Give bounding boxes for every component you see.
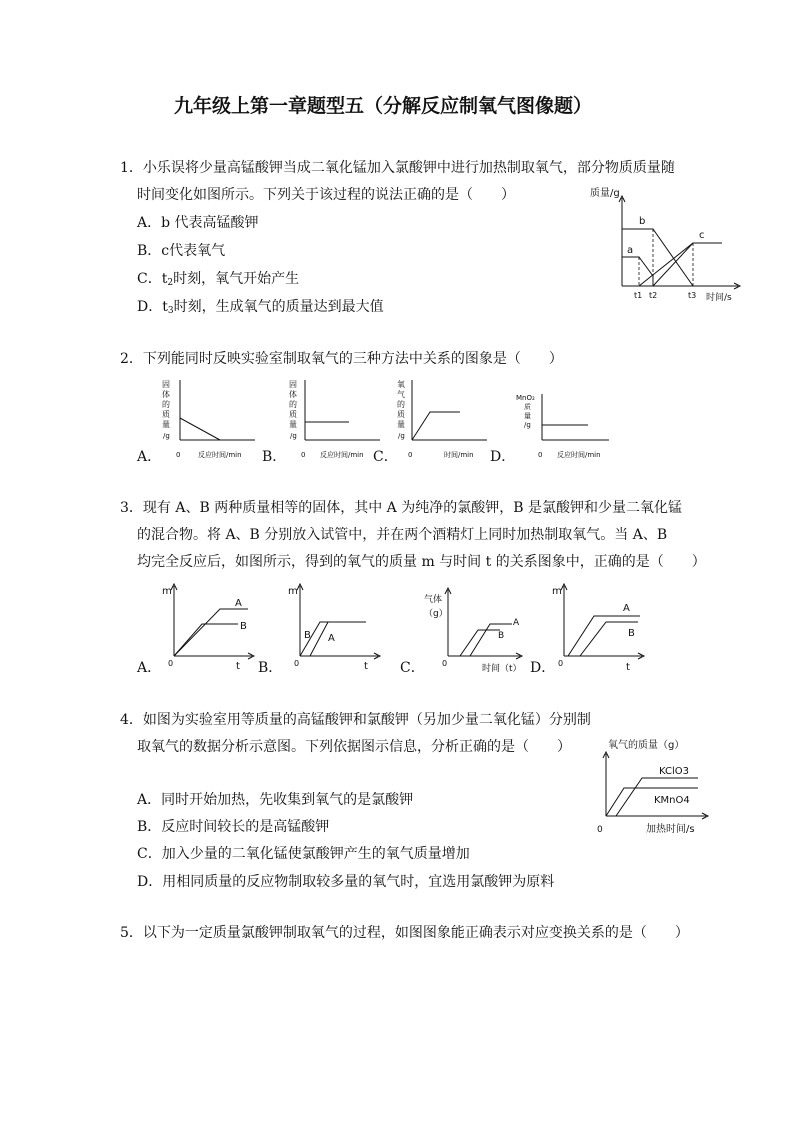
q3d-ylabel: m: [552, 586, 562, 597]
q2a-yl-5: /g: [163, 432, 170, 440]
q4-ylabel: 氧气的质量（g）: [608, 740, 685, 751]
q2b-yl-3: 质: [289, 410, 297, 419]
q3a-label-2: B: [240, 621, 247, 632]
q2c-yl-0: 氧: [397, 380, 405, 389]
q4-option-d: D．用相同质量的反应物制取较多量的氧气时，宜选用氯酸钾为原料: [137, 874, 555, 890]
q3b-label-2: A: [328, 633, 335, 644]
q2a-xlabel: 反应时间/min: [198, 451, 242, 459]
q2d-origin: 0: [538, 451, 543, 459]
q3d-label-2: B: [628, 628, 635, 639]
q2b-yl-5: /g: [290, 432, 297, 440]
q3b-xlabel: t: [364, 661, 368, 672]
q2a-yl-4: 量: [162, 420, 170, 429]
q3d-origin: 0: [558, 659, 564, 668]
q4-stem-line1: 4．如图为实验室用等质量的高锰酸钾和氯酸钾（另加少量二氧化锰）分别制: [120, 712, 591, 728]
q3a-line-1: [174, 609, 248, 656]
q4-stem-line2: 取氧气的数据分析示意图。下列依据图示信息，分析正确的是（ ）: [137, 739, 571, 755]
q1-line-cross: [653, 243, 693, 286]
q2c-origin: 0: [408, 451, 413, 459]
q1-option-a: A．b 代表高锰酸钾: [137, 215, 259, 231]
q1-line-c: [639, 243, 722, 286]
q2c-line: [412, 412, 460, 440]
q2b-yl-0: 固: [289, 380, 297, 389]
q3-option-d: D．: [530, 660, 556, 676]
q1-xlabel: 时间/s: [706, 293, 732, 303]
q4-origin: 0: [597, 825, 603, 835]
q3c-ylabel-2: （g）: [424, 609, 448, 619]
q2c-yl-1: 气: [397, 390, 405, 399]
q3a-line-2: [174, 624, 238, 656]
q1-ylabel: 质量/g: [590, 188, 620, 199]
q3c-origin: 0: [442, 659, 448, 668]
q2c-yl-5: /g: [398, 432, 405, 440]
q3-graph-b: [286, 580, 386, 670]
q3b-origin: 0: [294, 659, 300, 668]
page-title: 九年级上第一章题型五（分解反应制氧气图像题）: [174, 95, 593, 117]
q3a-origin: 0: [168, 659, 174, 668]
q5-stem: 5．以下为一定质量氯酸钾制取氧气的过程，如图图象能正确表示对应变换关系的是（ ）: [120, 925, 689, 941]
q3c-line-b: [460, 630, 500, 656]
q2c-yl-2: 的: [397, 400, 405, 409]
q3-stem-line1: 3．现有 A、B 两种质量相等的固体，其中 A 为纯净的氯酸钾，B 是氯酸钾和少量二氧化锰: [120, 500, 682, 516]
q2-graph-c: [392, 378, 492, 464]
q3-graph-a: [160, 580, 260, 670]
q2c-yl-3: 质: [397, 410, 405, 419]
q1-option-d-post: 时刻，生成氧气的质量达到最大值: [173, 299, 384, 315]
q2b-yl-1: 体: [289, 390, 297, 399]
q4-chart: [594, 736, 714, 836]
q3d-xlabel: t: [626, 662, 630, 673]
q2b-yl-2: 的: [289, 400, 297, 409]
q1-option-c-sub: 2: [167, 278, 174, 288]
q1-label-a: a: [627, 245, 634, 256]
q4-option-a: A．同时开始加热，先收集到氧气的是氯酸钾: [137, 792, 414, 808]
q1-option-d-pre: D．t: [137, 299, 168, 315]
q2a-yl-0: 固: [162, 380, 170, 389]
q3b-label-1: B: [304, 630, 311, 641]
q3-option-a: A．: [137, 660, 162, 676]
q3-graph-d: [550, 580, 650, 673]
q3d-label-1: A: [623, 603, 630, 614]
q3-option-b: B．: [258, 660, 283, 676]
q1-option-c-post: 时刻，氧气开始产生: [173, 271, 300, 287]
q2b-xlabel: 反应时间/min: [320, 451, 364, 459]
q4-option-b: B．反应时间较长的是高锰酸钾: [137, 819, 330, 835]
q2c-yl-4: 量: [397, 420, 405, 429]
q3a-label-1: A: [235, 598, 242, 609]
q4-xlabel: 加热时间/s: [646, 824, 695, 835]
q2a-origin: 0: [176, 451, 181, 459]
q2-option-d: D．: [490, 449, 516, 465]
q3b-ylabel: m: [288, 586, 298, 597]
q2d-xlabel: 反应时间/min: [557, 451, 601, 459]
q3-option-c: C．: [400, 660, 425, 676]
q2b-origin: 0: [301, 451, 306, 459]
q4-option-c: C．加入少量的二氧化锰使氯酸钾产生的氧气质量增加: [137, 846, 470, 862]
q1-label-c: c: [699, 230, 705, 241]
q2-graph-a: [160, 378, 260, 464]
q2a-yl-2: 的: [162, 400, 170, 409]
q1-tick-t2: t2: [649, 291, 658, 300]
q1-label-b: b: [639, 216, 646, 227]
q2-option-a: A．: [137, 449, 162, 465]
q3-stem-line3: 均完全反应后，如图所示，得到的氧气的质量 m 与时间 t 的关系图象中，正确的是（ ）: [137, 554, 706, 570]
q3a-xlabel: t: [236, 661, 240, 672]
q1-option-b: B．c代表氧气: [137, 243, 226, 259]
q1-option-c: [137, 270, 299, 292]
q2-stem: 2．下列能同时反映实验室制取氧气的三种方法中关系的图象是（ ）: [120, 351, 563, 367]
q4-label-kclo3: KClO3: [659, 766, 690, 777]
q2d-yl-0: MnO₂: [516, 394, 535, 402]
q3c-xlabel: 时间（t）: [482, 664, 522, 674]
q2d-yl-1: 质: [524, 403, 531, 411]
q3a-ylabel: m: [162, 586, 172, 597]
q1-chart: [590, 186, 750, 306]
q3c-line-a: [470, 624, 512, 656]
q3c-label-2: B: [498, 631, 505, 641]
q2-option-c: C．: [373, 449, 398, 465]
q3c-ylabel-1: 气体: [424, 595, 443, 605]
q3-stem-line2: 的混合物。将 A、B 分别放入试管中，并在两个酒精灯上同时加热制取氧气。当 A、B: [137, 527, 668, 543]
q2d-yl-3: /g: [524, 421, 531, 429]
q2-option-b: B．: [262, 449, 287, 465]
q2a-yl-1: 体: [162, 390, 170, 399]
q3b-line-2: [310, 622, 328, 656]
q2c-xlabel: 时间/min: [444, 451, 474, 459]
q1-stem-line2: 时间变化如图所示。下列关于该过程的说法正确的是（ ）: [137, 187, 515, 203]
q2d-yl-2: 量: [524, 412, 531, 420]
q2a-yl-3: 质: [162, 410, 170, 419]
q2b-yl-4: 量: [289, 420, 297, 429]
q1-tick-t1: t1: [634, 291, 643, 300]
q1-stem-line1: 1．小乐误将少量高锰酸钾当成二氧化锰加入氯酸钾中进行加热制取氧气，部分物质质量随: [120, 160, 675, 176]
q4-label-kmno4: KMnO4: [654, 795, 690, 806]
q1-tick-t3: t3: [688, 291, 697, 300]
q1-option-d: [137, 298, 384, 320]
q1-option-c-pre: C．t: [137, 271, 168, 287]
q2-graph-b: [285, 378, 385, 464]
q3c-label-1: A: [513, 618, 520, 628]
q2a-line: [180, 418, 220, 440]
q1-line-a: [622, 257, 653, 286]
q2-graph-d: [514, 378, 614, 464]
q3-graph-c: [420, 580, 530, 675]
q1-option-d-sub: 3: [167, 306, 174, 316]
